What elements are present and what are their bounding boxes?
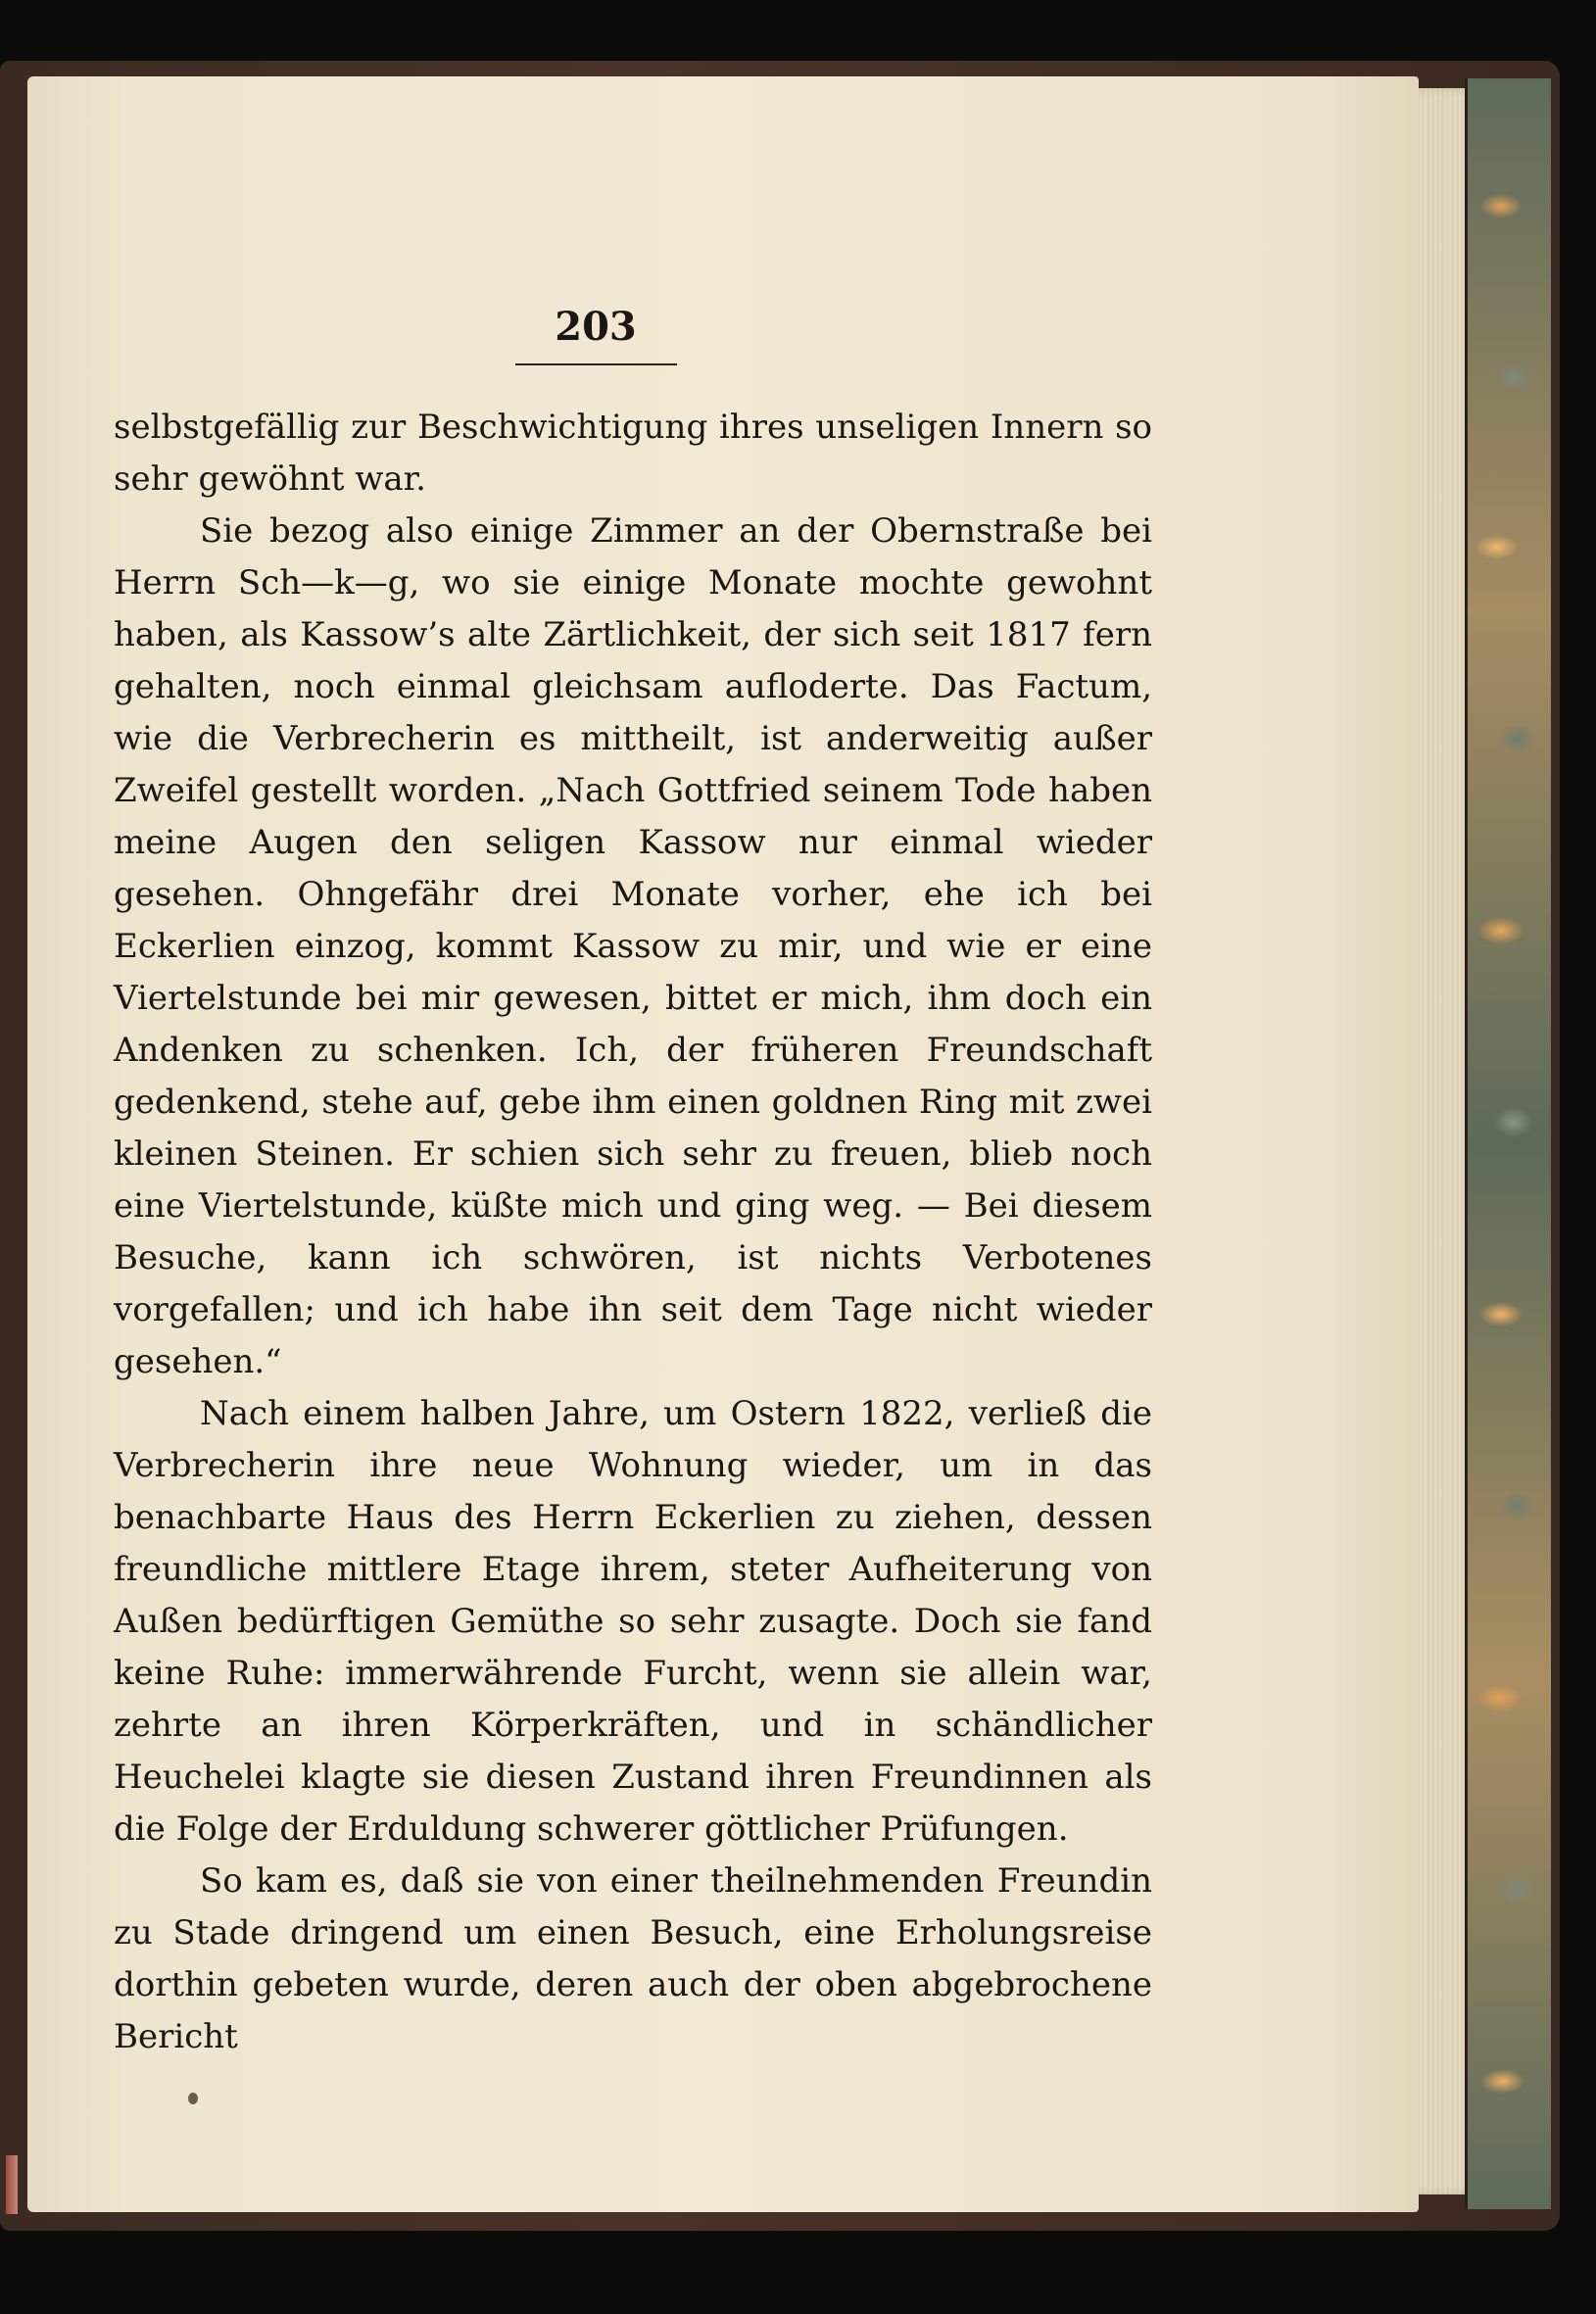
red-page-edge [6, 2155, 18, 2214]
page-number: 203 [555, 304, 637, 350]
body-text [114, 402, 1152, 2063]
page-number-rule [515, 363, 677, 365]
book-page [27, 76, 1419, 2212]
paragraph-2: Sie bezog also einige Zimmer an der Obernstraße bei Herrn Sch—k—g, wo sie einige Monate mochte gewohnt haben, als Kassow’s alte Zärtlichkeit, der sich seit 1817 fern gehalten, noch einmal gleichsam aufloderte. Das Factum, wie die Verbrecherin es mittheilt, ist anderweitig außer Zweifel gestellt worden. „Nach Gottfried seinem Tode haben meine Augen den seligen Kassow nur einmal wieder gesehen. Ohngefähr drei Monate vorher, ehe ich bei Eckerlien einzog, kommt Kassow zu mir, und wie er eine Viertelstunde bei mir gewesen, bittet er mich, ihm doch ein Andenken zu schenken. Ich, der früheren Freundschaft gedenkend, stehe auf, gebe ihm einen goldnen Ring mit zwei kleinen Steinen. Er schien sich sehr zu freuen, blieb noch eine Viertelstunde, küßte mich und ging weg. — Bei diesem Besuche, kann ich schwören, ist nichts Verbotenes vorgefallen; und ich habe ihn seit dem Tage nicht wieder gesehen.“ [114, 511, 1152, 1381]
marbled-endpaper [1465, 78, 1551, 2209]
paragraph-4: So kam es, daß sie von einer theilnehmenden Freundin zu Stade dringend um einen Besuch, eine Erholungsreise dorthin gebeten wurde, deren auch der oben abgebrochene Bericht [114, 1861, 1152, 2056]
paragraph-3: Nach einem halben Jahre, um Ostern 1822, verließ die Verbrecherin ihre neue Wohnung wieder, um in das benachbarte Haus des Herrn Eckerlien zu ziehen, dessen freundliche mittlere Etage ihrem, steter Aufheiterung von Außen bedürftigen Gemüthe so sehr zusagte. Doch sie fand keine Ruhe: immerwährende Furcht, wenn sie allein war, zehrte an ihren Körperkräften, und in schändlicher Heuchelei klagte sie diesen Zustand ihren Freundinnen als die Folge der Erduldung schwerer göttlicher Prüfungen. [114, 1394, 1152, 1849]
paragraph-1: selbstgefällig zur Beschwichtigung ihres unseligen Innern so sehr gewöhnt war. [114, 408, 1152, 499]
ink-spot [188, 2093, 198, 2104]
